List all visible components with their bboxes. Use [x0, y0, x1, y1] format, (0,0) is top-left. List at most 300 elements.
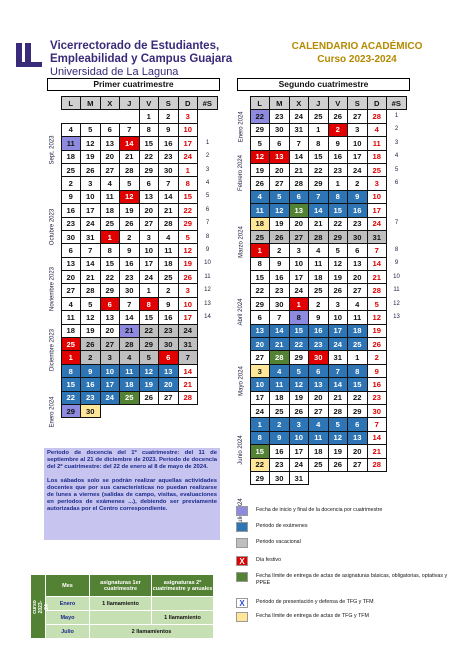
second-cal-day-cell: 22: [250, 110, 270, 123]
first-cal-day-cell: 24: [139, 271, 159, 284]
second-cal-week-number: [387, 418, 407, 431]
table-row: [237, 297, 406, 310]
second-cal-day-cell: 21: [270, 338, 290, 351]
first-cal-day-cell: 17: [139, 257, 159, 270]
first-cal-weekday-header: J: [120, 97, 140, 110]
second-cal-day-cell: 20: [348, 271, 368, 284]
first-cal-week-number: [198, 324, 218, 337]
row-may-second: 1 llamamiento: [152, 611, 214, 625]
title-line-2: Curso 2023-2024: [317, 54, 397, 65]
second-cal-day-cell: 2: [328, 123, 348, 136]
first-cal-day-cell: 22: [139, 150, 159, 163]
first-cal-day-cell: 22: [61, 391, 81, 404]
first-cal-day-cell: 1: [178, 163, 198, 176]
first-cal-day-cell: 28: [159, 217, 179, 230]
first-cal-day-cell: 19: [139, 378, 159, 391]
table-row: [48, 110, 217, 123]
second-cal-week-number: 1: [394, 113, 399, 120]
first-cal-week-number: [198, 338, 218, 351]
second-cal-day-cell: 20: [348, 445, 368, 458]
legend-label: Periodo vacacional: [256, 539, 301, 545]
second-cal-week-number: [387, 230, 407, 243]
second-cal-day-cell: 12: [270, 204, 290, 217]
second-cal-day-cell: 22: [348, 391, 368, 404]
first-cal-day-cell: 4: [100, 177, 120, 190]
first-cal-day-cell: 13: [100, 137, 120, 150]
second-cal-week-number: 8: [394, 246, 399, 253]
second-cal-day-cell: 4: [309, 418, 329, 431]
table-row: [237, 150, 406, 163]
row-july-both: 2 llamamientos: [90, 625, 214, 639]
second-cal-week-number: 10: [393, 273, 400, 280]
first-cal-day-cell: 17: [178, 137, 198, 150]
first-cal-day-cell: 15: [61, 378, 81, 391]
first-cal-day-cell: 7: [159, 177, 179, 190]
first-cal-day-cell: [139, 404, 159, 417]
second-cal-day-cell: 5: [289, 364, 309, 377]
table-row: [237, 123, 406, 136]
first-cal-day-cell: 9: [81, 364, 101, 377]
table-row: [237, 378, 406, 391]
first-cal-week-number: [198, 391, 218, 404]
second-cal-day-cell: 28: [367, 284, 387, 297]
second-cal-month-label: Mayo 2024: [238, 366, 244, 396]
first-cal-day-cell: 29: [178, 217, 198, 230]
first-cal-week-number: 1: [205, 139, 210, 146]
second-cal-day-cell: 22: [309, 163, 329, 176]
first-cal-week-number: 3: [205, 166, 210, 173]
first-cal-day-cell: 14: [81, 257, 101, 270]
second-cal-day-cell: 2: [348, 177, 368, 190]
table-row: [237, 284, 406, 297]
first-cal-week-number: 4: [205, 180, 210, 187]
first-cal-week-number: [198, 123, 218, 136]
table-row: [237, 351, 406, 364]
second-cal-weekday-header: D: [367, 97, 387, 110]
second-cal-weekday-header: L: [250, 97, 270, 110]
first-cal-day-cell: 22: [100, 271, 120, 284]
second-cal-day-cell: 1: [250, 418, 270, 431]
second-cal-day-cell: 27: [289, 230, 309, 243]
second-cal-day-cell: 3: [328, 297, 348, 310]
second-cal-day-cell: 31: [328, 351, 348, 364]
second-cal-day-cell: 3: [348, 123, 368, 136]
first-cal-day-cell: 30: [61, 230, 81, 243]
second-cal-day-cell: 24: [348, 163, 368, 176]
first-cal-day-cell: 8: [139, 297, 159, 310]
second-cal-day-cell: 6: [348, 418, 368, 431]
second-semester-header: Segundo cuatrimestre: [237, 78, 410, 91]
second-semester-calendar: [237, 96, 407, 485]
second-cal-day-cell: 3: [289, 418, 309, 431]
first-cal-week-number: 7: [205, 220, 210, 227]
first-cal-day-cell: 14: [178, 364, 198, 377]
second-cal-day-cell: 24: [250, 404, 270, 417]
second-cal-day-cell: 7: [289, 137, 309, 150]
second-cal-day-cell: 11: [309, 257, 329, 270]
second-cal-day-cell: 9: [348, 190, 368, 203]
second-cal-day-cell: 23: [348, 217, 368, 230]
second-cal-weekday-header: M: [270, 97, 290, 110]
first-cal-day-cell: 18: [100, 204, 120, 217]
second-cal-day-cell: 6: [250, 311, 270, 324]
legend-label: Fecha de inicio y final de la docencia por cuatrimestre: [256, 507, 383, 513]
second-cal-day-cell: 16: [348, 204, 368, 217]
first-cal-day-cell: 15: [178, 190, 198, 203]
table-row: [237, 404, 406, 417]
table-row: [237, 431, 406, 444]
first-cal-day-cell: 7: [120, 123, 140, 136]
first-cal-day-cell: 3: [100, 351, 120, 364]
first-cal-day-cell: 6: [139, 177, 159, 190]
second-cal-day-cell: 24: [367, 217, 387, 230]
second-cal-week-number: [387, 431, 407, 444]
second-cal-day-cell: 12: [289, 378, 309, 391]
second-cal-day-cell: 26: [328, 458, 348, 471]
second-cal-day-cell: 16: [328, 150, 348, 163]
second-cal-day-cell: 9: [270, 431, 290, 444]
second-cal-day-cell: 21: [367, 445, 387, 458]
table-row: [48, 297, 217, 310]
first-cal-day-cell: 12: [120, 190, 140, 203]
legend-label: Fecha límite de entrega de actas de asignaturas básicas, obligatorias, optativas y PPEE: [256, 573, 448, 586]
first-cal-day-cell: 5: [81, 123, 101, 136]
second-cal-day-cell: 19: [328, 445, 348, 458]
second-cal-day-cell: [348, 471, 368, 484]
second-cal-day-cell: 21: [309, 217, 329, 230]
first-cal-week-number: 5: [205, 193, 210, 200]
table-row: [237, 458, 406, 471]
table-row: [48, 257, 217, 270]
second-cal-day-cell: 17: [328, 324, 348, 337]
first-cal-day-cell: [178, 404, 198, 417]
first-cal-day-cell: 7: [81, 244, 101, 257]
table-row: [48, 204, 217, 217]
second-cal-day-cell: 17: [289, 445, 309, 458]
second-cal-day-cell: 13: [348, 257, 368, 270]
first-cal-month-label: Sept. 2023: [49, 135, 55, 165]
second-cal-day-cell: 14: [328, 378, 348, 391]
second-cal-month-col: [237, 97, 250, 110]
row-may-month: Mayo: [46, 611, 90, 625]
second-cal-day-cell: 8: [348, 364, 368, 377]
first-cal-day-cell: 19: [81, 150, 101, 163]
first-cal-day-cell: 23: [81, 391, 101, 404]
second-cal-day-cell: 26: [270, 230, 290, 243]
second-cal-day-cell: 7: [328, 364, 348, 377]
first-cal-day-cell: 19: [120, 204, 140, 217]
first-cal-day-cell: 14: [159, 190, 179, 203]
second-cal-day-cell: 6: [270, 137, 290, 150]
document-title: [262, 40, 452, 66]
second-cal-day-cell: 10: [367, 190, 387, 203]
organization-name: [50, 40, 232, 79]
first-cal-day-cell: 25: [120, 391, 140, 404]
legend-label: Día festivo: [256, 557, 282, 563]
first-cal-day-cell: 24: [178, 150, 198, 163]
legend-swatch-icon: [236, 538, 248, 548]
convocatorias-side-label: Convocatorias curso 2023-24: [31, 575, 46, 639]
second-cal-day-cell: 7: [367, 244, 387, 257]
first-cal-day-cell: 24: [100, 391, 120, 404]
second-cal-week-number: 13: [393, 313, 400, 320]
second-cal-day-cell: 31: [289, 123, 309, 136]
second-cal-day-cell: 15: [289, 324, 309, 337]
first-cal-day-cell: 26: [139, 391, 159, 404]
table-row: [48, 324, 217, 337]
table-row: [237, 217, 406, 230]
second-cal-day-cell: 16: [367, 378, 387, 391]
row-january-month: Enero: [46, 597, 90, 611]
first-cal-day-cell: 27: [100, 163, 120, 176]
first-cal-day-cell: 21: [81, 271, 101, 284]
second-cal-day-cell: 27: [250, 351, 270, 364]
second-cal-day-cell: 31: [367, 230, 387, 243]
first-cal-day-cell: 27: [100, 338, 120, 351]
first-cal-day-cell: 24: [178, 324, 198, 337]
second-cal-day-cell: 25: [309, 110, 329, 123]
first-cal-day-cell: 30: [81, 404, 101, 417]
first-cal-day-cell: 20: [159, 378, 179, 391]
first-cal-day-cell: 15: [139, 311, 159, 324]
org-line-1: Vicerrectorado de Estudiantes,: [50, 40, 220, 52]
second-cal-week-number: [387, 190, 407, 203]
second-cal-day-cell: 18: [309, 445, 329, 458]
first-cal-day-cell: 1: [61, 351, 81, 364]
table-row: [48, 364, 217, 377]
first-cal-day-cell: 10: [178, 297, 198, 310]
second-cal-day-cell: 28: [270, 351, 290, 364]
second-cal-day-cell: [367, 471, 387, 484]
second-cal-day-cell: 2: [270, 244, 290, 257]
second-cal-day-cell: 19: [367, 324, 387, 337]
second-cal-day-cell: 13: [289, 204, 309, 217]
table-row: [237, 163, 406, 176]
first-cal-day-cell: 9: [61, 190, 81, 203]
second-cal-day-cell: 29: [250, 297, 270, 310]
first-cal-day-cell: 19: [178, 257, 198, 270]
second-cal-day-cell: 7: [367, 418, 387, 431]
col-month: Mes: [46, 575, 90, 597]
first-cal-day-cell: 16: [61, 204, 81, 217]
first-cal-day-cell: 13: [100, 311, 120, 324]
second-cal-day-cell: 18: [270, 391, 290, 404]
first-cal-day-cell: 23: [61, 217, 81, 230]
first-cal-week-number: 6: [205, 206, 210, 213]
second-cal-day-cell: 30: [367, 404, 387, 417]
table-row: [237, 257, 406, 270]
second-cal-day-cell: 12: [367, 311, 387, 324]
second-cal-day-cell: 7: [309, 190, 329, 203]
first-cal-day-cell: 7: [120, 297, 140, 310]
saturday-activities-text: Los sábados solo se podrán realizar aquellas actividades docentes que por sus características no puedan realizarse de lunes a viernes (salidas de campo, visitas, evaluaciones en periodos de exámenes ...), debiendo ser previamente autorizadas por el Centro correspondiente.: [47, 477, 217, 513]
university-logo-icon: [14, 40, 44, 70]
first-cal-day-cell: 20: [100, 150, 120, 163]
second-cal-day-cell: 30: [270, 471, 290, 484]
second-cal-day-cell: 11: [348, 311, 368, 324]
first-cal-day-cell: 11: [120, 364, 140, 377]
second-cal-day-cell: 24: [289, 284, 309, 297]
second-cal-day-cell: 4: [367, 123, 387, 136]
convocatorias-table: [26, 574, 214, 639]
second-cal-day-cell: 28: [309, 230, 329, 243]
table-row: [237, 137, 406, 150]
legend-swatch-icon: [236, 522, 248, 532]
first-cal-day-cell: [81, 110, 101, 123]
first-cal-day-cell: 3: [139, 230, 159, 243]
first-cal-day-cell: 25: [61, 338, 81, 351]
second-cal-day-cell: 25: [348, 338, 368, 351]
second-cal-day-cell: 22: [328, 217, 348, 230]
second-cal-week-number: [387, 445, 407, 458]
first-cal-day-cell: 16: [81, 378, 101, 391]
first-cal-day-cell: [61, 110, 81, 123]
second-cal-day-cell: 5: [328, 418, 348, 431]
legend-label: Periodo de presentación y defensa de TFG y TFM: [256, 599, 374, 605]
col-first-semester: asignaturas 1er cuatrimestre: [90, 575, 152, 597]
first-cal-weekday-header: V: [139, 97, 159, 110]
table-row: [237, 204, 406, 217]
table-row: [48, 351, 217, 364]
first-cal-day-cell: 10: [81, 190, 101, 203]
second-cal-day-cell: 18: [348, 324, 368, 337]
first-cal-day-cell: 16: [120, 257, 140, 270]
first-cal-day-cell: 15: [139, 137, 159, 150]
first-cal-day-cell: 28: [178, 391, 198, 404]
first-cal-day-cell: 29: [61, 404, 81, 417]
second-cal-week-number: [387, 338, 407, 351]
second-cal-day-cell: 8: [250, 257, 270, 270]
first-cal-day-cell: 16: [159, 311, 179, 324]
second-cal-day-cell: 14: [289, 150, 309, 163]
second-cal-day-cell: 5: [367, 297, 387, 310]
second-cal-weekday-header: J: [309, 97, 329, 110]
table-row: [48, 163, 217, 176]
second-cal-day-cell: 16: [270, 445, 290, 458]
first-cal-day-cell: 11: [159, 244, 179, 257]
first-cal-day-cell: 2: [81, 351, 101, 364]
second-cal-day-cell: 24: [289, 458, 309, 471]
second-cal-day-cell: 12: [250, 150, 270, 163]
first-cal-day-cell: 9: [159, 297, 179, 310]
first-cal-day-cell: 28: [120, 338, 140, 351]
second-cal-day-cell: 22: [250, 458, 270, 471]
table-row: [237, 391, 406, 404]
first-cal-day-cell: 12: [178, 244, 198, 257]
first-semester-header: Primer cuatrimestre: [47, 78, 220, 91]
second-cal-day-cell: 24: [289, 110, 309, 123]
first-cal-day-cell: 11: [61, 311, 81, 324]
second-cal-day-cell: 3: [250, 364, 270, 377]
second-cal-day-cell: 21: [328, 391, 348, 404]
table-row: [48, 137, 217, 150]
second-cal-day-cell: 23: [309, 338, 329, 351]
first-cal-day-cell: 8: [139, 123, 159, 136]
second-cal-day-cell: 23: [328, 163, 348, 176]
table-row: [237, 230, 406, 243]
table-row: [48, 284, 217, 297]
first-cal-day-cell: 5: [139, 351, 159, 364]
table-row: [48, 177, 217, 190]
first-cal-day-cell: 25: [100, 217, 120, 230]
first-cal-day-cell: 2: [61, 177, 81, 190]
second-cal-day-cell: 5: [250, 137, 270, 150]
second-cal-week-number: [387, 324, 407, 337]
first-cal-day-cell: 13: [61, 257, 81, 270]
first-cal-day-cell: 8: [178, 177, 198, 190]
second-cal-day-cell: 1: [250, 244, 270, 257]
first-cal-day-cell: 6: [100, 297, 120, 310]
second-cal-day-cell: 11: [367, 137, 387, 150]
first-cal-day-cell: 1: [100, 230, 120, 243]
second-cal-day-cell: 10: [289, 257, 309, 270]
table-row: [237, 324, 406, 337]
first-cal-day-cell: 15: [100, 257, 120, 270]
first-cal-week-number: 12: [204, 287, 211, 294]
first-cal-day-cell: 31: [81, 230, 101, 243]
table-row: [237, 110, 406, 123]
second-cal-day-cell: 24: [328, 338, 348, 351]
row-may-first: [90, 611, 152, 625]
first-cal-month-label: Diciembre 2023: [49, 329, 55, 372]
first-cal-day-cell: 11: [100, 190, 120, 203]
first-cal-day-cell: [100, 404, 120, 417]
first-cal-day-cell: 8: [61, 364, 81, 377]
second-cal-day-cell: 14: [367, 431, 387, 444]
second-cal-day-cell: 20: [289, 217, 309, 230]
second-cal-month-label: Febrero 2024: [237, 154, 244, 192]
second-cal-day-cell: 18: [367, 150, 387, 163]
second-cal-weekday-header: X: [289, 97, 309, 110]
second-cal-day-cell: 12: [328, 431, 348, 444]
first-cal-day-cell: 2: [120, 230, 140, 243]
second-cal-week-number: [387, 471, 407, 484]
second-cal-day-cell: 9: [309, 311, 329, 324]
second-cal-day-cell: 12: [328, 257, 348, 270]
second-cal-day-cell: 6: [348, 244, 368, 257]
second-cal-weekday-header: #S: [387, 97, 407, 110]
first-cal-day-cell: 6: [159, 351, 179, 364]
second-cal-day-cell: 23: [270, 284, 290, 297]
first-cal-weekday-header: M: [81, 97, 101, 110]
first-cal-day-cell: 9: [159, 123, 179, 136]
second-cal-day-cell: 22: [289, 338, 309, 351]
second-cal-day-cell: 27: [309, 404, 329, 417]
first-cal-day-cell: 31: [178, 338, 198, 351]
first-cal-day-cell: 26: [81, 163, 101, 176]
second-cal-week-number: 12: [393, 300, 400, 307]
second-cal-day-cell: 2: [367, 351, 387, 364]
first-cal-day-cell: 16: [159, 137, 179, 150]
first-cal-week-number: [198, 378, 218, 391]
second-cal-day-cell: 22: [250, 284, 270, 297]
second-cal-day-cell: 5: [328, 244, 348, 257]
second-cal-day-cell: 3: [367, 177, 387, 190]
first-cal-day-cell: 27: [61, 284, 81, 297]
second-cal-day-cell: 26: [367, 338, 387, 351]
second-cal-day-cell: 15: [309, 150, 329, 163]
second-cal-week-number: 7: [394, 220, 399, 227]
first-cal-day-cell: 4: [120, 351, 140, 364]
table-row: [48, 391, 217, 404]
first-cal-day-cell: 30: [120, 284, 140, 297]
second-cal-day-cell: 8: [289, 311, 309, 324]
first-cal-weekday-header: X: [100, 97, 120, 110]
first-cal-week-number: 14: [204, 313, 211, 320]
first-cal-day-cell: 2: [159, 110, 179, 123]
second-cal-day-cell: 17: [250, 391, 270, 404]
first-cal-day-cell: 22: [139, 324, 159, 337]
